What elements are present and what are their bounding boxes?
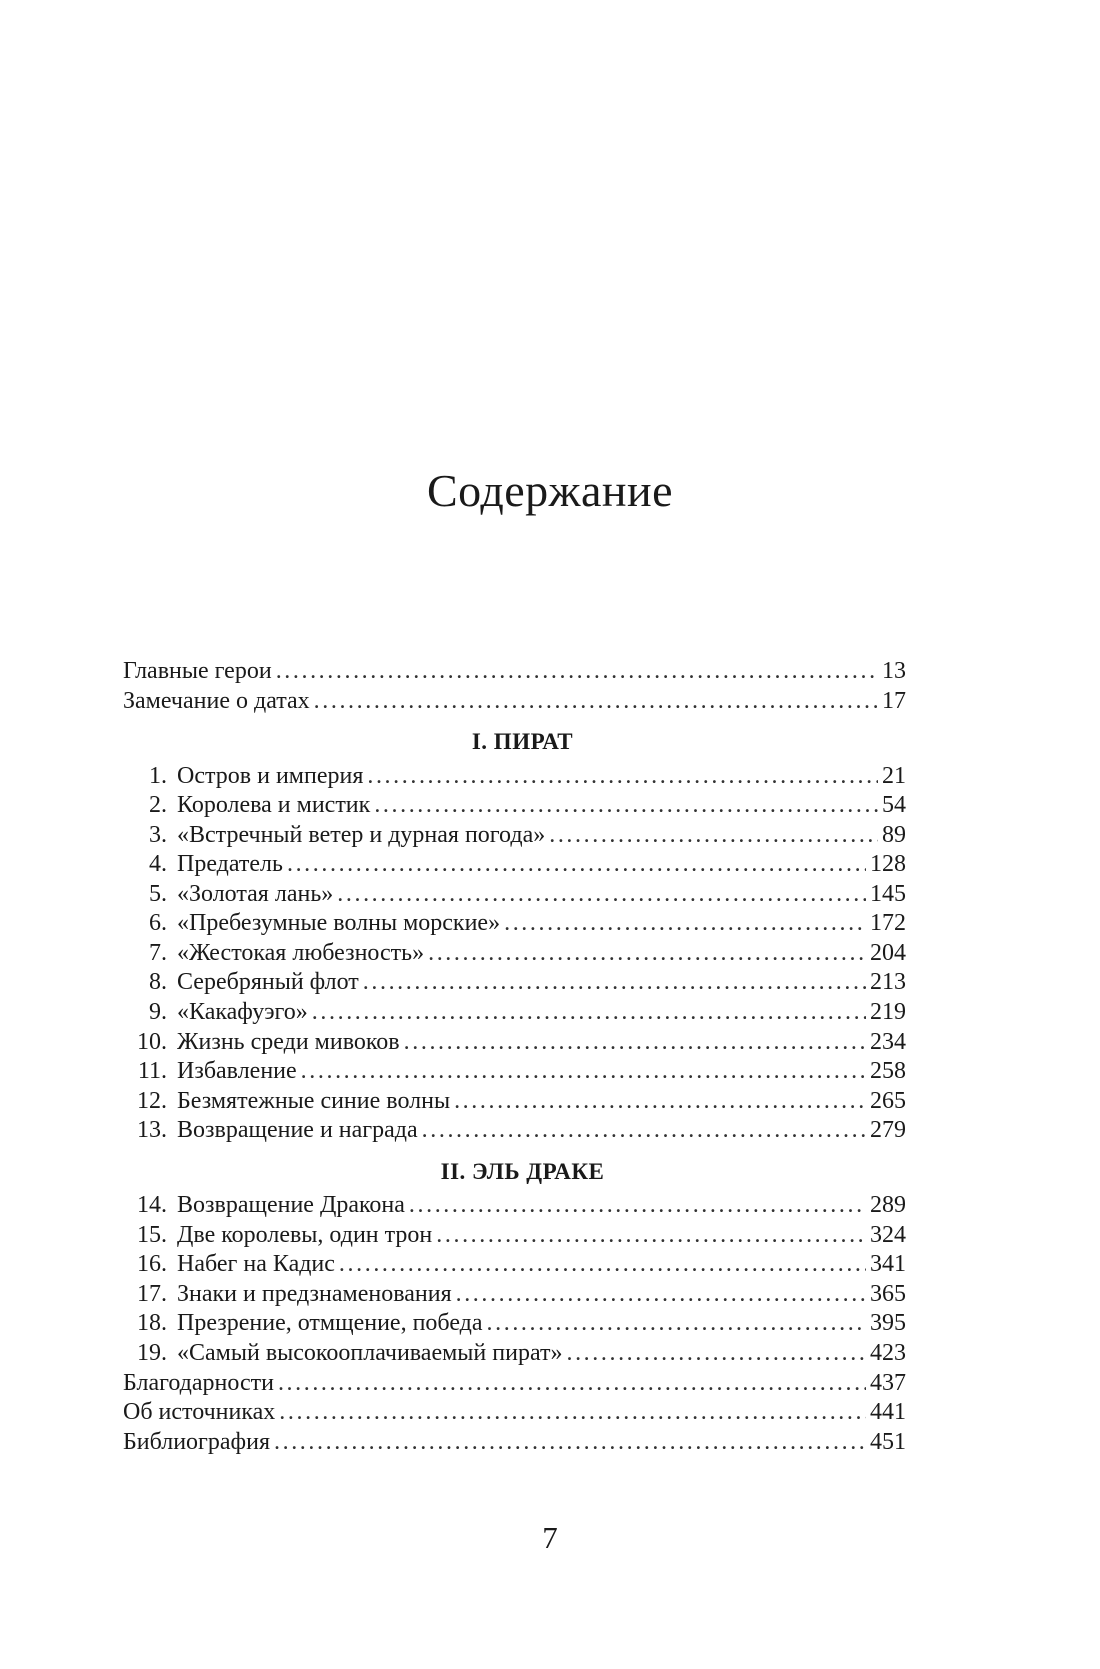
toc-entry-title: Избавление [177,1058,297,1085]
toc-entry-chapter-4 [123,850,906,880]
chapter-number: 5. [149,880,167,907]
table-of-contents [123,657,906,1457]
chapter-number: 17. [137,1280,167,1307]
toc-entry-page: 13 [882,658,906,684]
toc-entry-page: 441 [870,1399,906,1426]
toc-entry-title: Предатель [177,851,283,878]
chapter-number: 13. [137,1117,167,1144]
dot-leader [367,762,878,792]
toc-entry-chapter-8 [123,968,906,998]
toc-entry-page: 365 [870,1280,906,1307]
chapter-number: 18. [137,1310,167,1337]
chapter-number: 19. [137,1340,167,1367]
chapter-number: 9. [149,999,167,1026]
dot-leader [504,909,866,939]
toc-entry-chapter-11 [123,1057,906,1087]
toc-entry-title: «Самый высокооплачиваемый пират» [177,1340,563,1367]
chapter-number: 16. [137,1251,167,1278]
chapter-number: 1. [149,762,167,789]
toc-entry-page: 341 [870,1251,906,1278]
dot-leader [301,1057,866,1087]
part-heading-1: I. ПИРАТ [471,729,574,755]
dot-leader [409,1191,866,1221]
chapter-number: 8. [149,969,167,996]
part-heading-2: II. ЭЛЬ ДРАКЕ [440,1158,605,1184]
dot-leader [404,1028,866,1058]
chapter-number: 14. [137,1192,167,1219]
toc-entry-page: 145 [870,880,906,907]
toc-entry-title: «Жестокая любезность» [177,939,425,966]
toc-entry-title: Набег на Кадис [177,1251,335,1278]
dot-leader [287,850,866,880]
toc-entry-title: Об источниках [123,1399,276,1426]
toc-entry-title: «Встречный ветер и дурная погода» [177,821,546,848]
toc-entry-title: Знаки и предзнаменования [177,1280,452,1307]
dot-leader [274,1428,866,1458]
toc-entry-title: Благодарности [123,1369,274,1396]
toc-entry-chapter-14 [123,1191,906,1221]
toc-entry-title: «Какафуэго» [177,999,308,1026]
toc-entry-page: 258 [870,1058,906,1085]
toc-entry-page: 234 [870,1028,906,1055]
toc-entry-title: Главные герои [123,658,272,684]
toc-entry-sources [123,1398,906,1428]
toc-entry-page: 172 [870,910,906,937]
toc-entry-title: Библиография [123,1428,270,1455]
toc-entry-page: 289 [870,1192,906,1219]
dot-leader [314,687,878,717]
toc-entry-page: 21 [882,762,906,789]
toc-entry-chapter-12 [123,1087,906,1117]
chapter-number: 3. [149,821,167,848]
toc-entry-chapter-15 [123,1221,906,1251]
toc-entry-page: 279 [870,1117,906,1144]
toc-entry-title: Королева и мистик [177,792,371,819]
dot-leader [374,791,878,821]
toc-entry-title: «Пребезумные волны морские» [177,910,501,937]
toc-entry-note-on-dates [123,687,906,717]
toc-entry-title: Замечание о датах [123,687,310,714]
toc-entry-page: 265 [870,1087,906,1114]
toc-entry-page: 451 [870,1428,906,1455]
toc-entry-chapter-17 [123,1280,906,1310]
dot-leader [339,1250,866,1280]
toc-entry-chapter-1 [123,762,906,792]
toc-entry-page: 54 [882,792,906,819]
toc-entry-title: Серебряный флот [177,969,359,996]
dot-leader [454,1087,866,1117]
toc-entry-chapter-2 [123,791,906,821]
toc-entry-title: Презрение, отмщение, победа [177,1310,483,1337]
toc-entry-chapter-3 [123,821,906,851]
chapter-number: 4. [149,851,167,878]
toc-entry-chapter-19 [123,1339,906,1369]
chapter-number: 7. [149,939,167,966]
toc-entry-page: 395 [870,1310,906,1337]
dot-leader [549,821,878,851]
toc-entry-title: Возвращение и награда [177,1117,418,1144]
dot-leader [337,880,866,910]
toc-entry-chapter-9 [123,998,906,1028]
toc-entry-bibliography [123,1428,906,1458]
chapter-number: 6. [149,910,167,937]
dot-leader [276,657,878,687]
chapter-number: 11. [137,1058,167,1085]
toc-entry-page: 17 [882,687,906,714]
toc-entry-title: «Золотая лань» [177,880,334,907]
toc-entry-chapter-10 [123,1028,906,1058]
toc-entry-chapter-7 [123,939,906,969]
page-number: 7 [542,1520,558,1555]
toc-entry-title: Возвращение Дракона [177,1192,405,1219]
chapter-number: 15. [137,1221,167,1248]
dot-leader [363,968,866,998]
dot-leader [279,1398,866,1428]
toc-entry-page: 423 [870,1340,906,1367]
dot-leader [278,1369,866,1399]
toc-entry-page: 89 [882,821,906,848]
toc-entry-chapter-16 [123,1250,906,1280]
chapter-number: 2. [149,792,167,819]
toc-entry-title: Две королевы, один трон [177,1221,433,1248]
toc-entry-chapter-6 [123,909,906,939]
toc-entry-page: 128 [870,851,906,878]
toc-entry-main-characters [123,657,906,687]
dot-leader [436,1221,866,1251]
chapter-number: 10. [137,1028,167,1055]
dot-leader [312,998,866,1028]
toc-entry-title: Остров и империя [177,762,364,789]
dot-leader [428,939,866,969]
toc-entry-acknowledgements [123,1369,906,1399]
toc-entry-chapter-18 [123,1309,906,1339]
toc-entry-page: 324 [870,1221,906,1248]
toc-entry-page: 204 [870,939,906,966]
toc-entry-page: 213 [870,969,906,996]
toc-entry-title: Безмятежные синие волны [177,1087,451,1114]
dot-leader [487,1309,866,1339]
dot-leader [422,1116,866,1146]
toc-entry-title: Жизнь среди мивоков [177,1028,400,1055]
chapter-number: 12. [137,1087,167,1114]
toc-entry-page: 437 [870,1369,906,1396]
page-title: Содержание [426,464,674,516]
toc-entry-chapter-13 [123,1116,906,1146]
dot-leader [566,1339,866,1369]
dot-leader [456,1280,866,1310]
toc-entry-page: 219 [870,999,906,1026]
toc-entry-chapter-5 [123,880,906,910]
